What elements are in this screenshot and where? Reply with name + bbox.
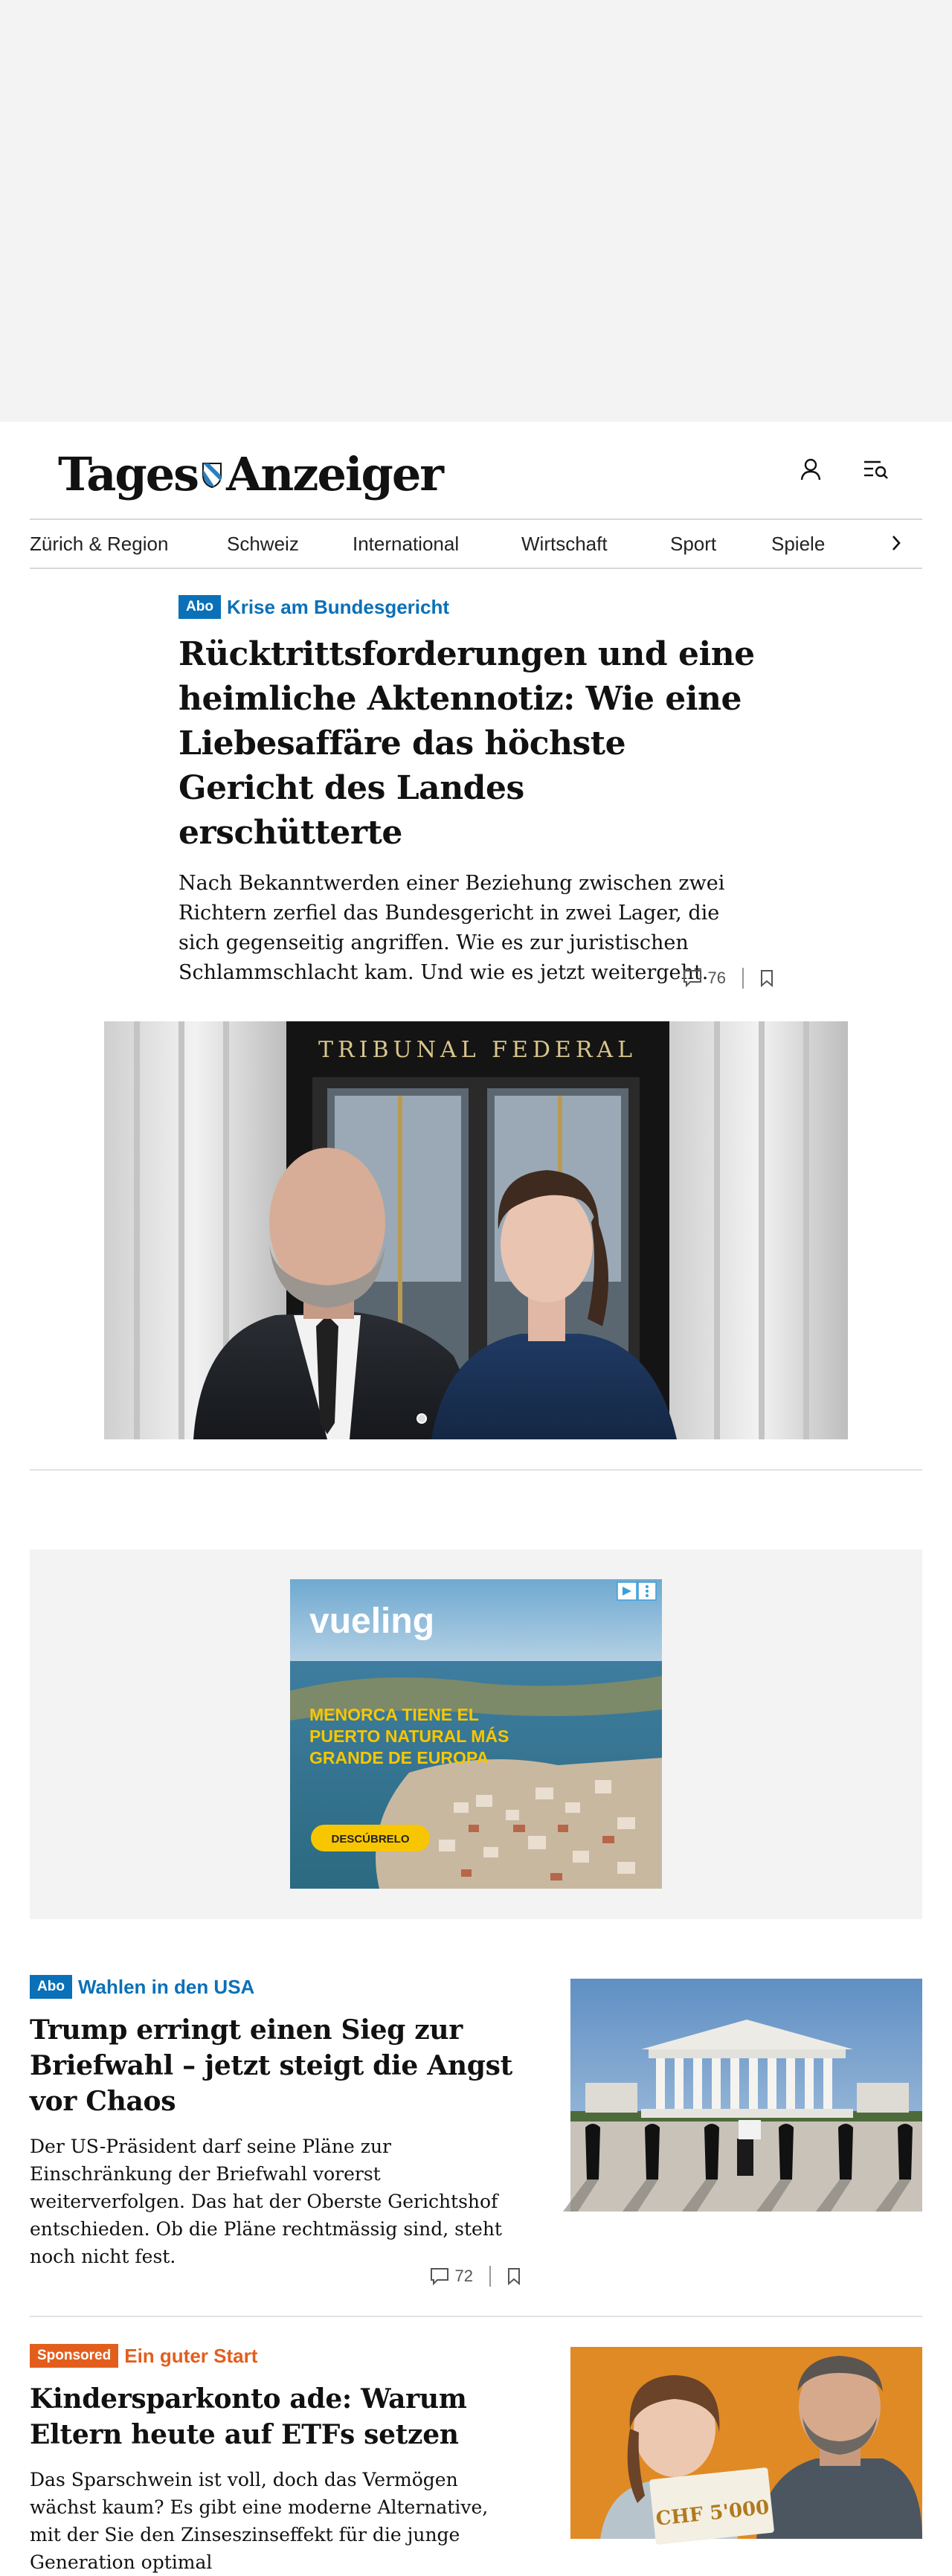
article-text	[30, 1975, 521, 2270]
article-kicker-row	[30, 2344, 521, 2368]
article-title[interactable]: Trump erringt einen Sieg zur Briefwahl – jetzt steigt die Angst vor Chaos	[30, 2014, 512, 2117]
user-icon[interactable]	[796, 455, 826, 484]
article-comment-count[interactable]: 72	[454, 2267, 473, 2285]
sponsored-badge: Sponsored	[30, 2344, 118, 2368]
nav-item-zuerich-region[interactable]: Zürich & Region	[30, 533, 169, 555]
hero-kicker-row	[178, 595, 759, 619]
vueling-ad[interactable]	[290, 1579, 662, 1889]
ad-cta-label: DESCÚBRELO	[331, 1833, 410, 1846]
article-teaser[interactable]	[30, 1975, 922, 2295]
meta-separator	[742, 968, 744, 989]
article-meta	[30, 2261, 521, 2291]
menu-search-icon[interactable]	[861, 455, 891, 484]
section-divider	[30, 1469, 922, 1471]
hero-article[interactable]	[178, 595, 759, 988]
comment-icon[interactable]	[683, 969, 702, 987]
logo-text-left: Tages	[58, 446, 199, 501]
hero-title[interactable]: Rücktrittsforderungen und eine heimliche Aktennotiz: Wie eine Liebesaffäre das höchste Gericht des Landes erschütterte	[178, 635, 755, 852]
chevron-right-icon[interactable]	[885, 532, 907, 554]
article-lead: Das Sparschwein ist voll, doch das Vermögen wächst kaum? Es gibt eine moderne Alternative, mit der Sie den Zinseszinseffekt für die junge Generation optimal	[30, 2469, 489, 2573]
carousel-dot[interactable]	[416, 1413, 427, 1424]
article-lead: Der US-Präsident darf seine Pläne zur Einschränkung der Briefwahl vorerst weiterverfolgen. Das hat der Oberste Gerichtshof entschieden. Ob die Pläne rechtmässig sind, steht noch nicht fest.	[30, 2136, 502, 2267]
site-logo[interactable]	[58, 444, 443, 504]
cheque-amount: CHF 5'000	[654, 2496, 771, 2531]
tribunal-sign: TRIBUNAL FEDERAL	[318, 1037, 637, 1063]
hero-kicker[interactable]: Krise am Bundesgericht	[226, 595, 450, 618]
meta-separator	[489, 2266, 491, 2287]
crest-icon	[201, 459, 223, 489]
sponsored-teaser[interactable]	[30, 2344, 922, 2573]
bookmark-icon[interactable]	[760, 969, 774, 987]
article-image[interactable]	[570, 1979, 922, 2212]
article-text	[30, 2344, 521, 2576]
logo-text-right: Anzeiger	[226, 446, 443, 501]
article-kicker-row	[30, 1975, 521, 1999]
abo-badge: Abo	[178, 595, 221, 619]
hero-meta	[178, 963, 774, 993]
article-kicker[interactable]: Ein guter Start	[124, 2344, 258, 2367]
nav-item-sport[interactable]: Sport	[670, 533, 717, 555]
hero-comment-count[interactable]: 76	[707, 969, 726, 987]
bookmark-icon[interactable]	[507, 2267, 521, 2285]
main-navigation	[30, 518, 922, 569]
nav-item-schweiz[interactable]: Schweiz	[227, 533, 299, 555]
hero-lead: Nach Bekanntwerden einer Beziehung zwischen zwei Richtern zerfiel das Bundesgericht in zwei Lager, die sich gegenseitig angriffen. Wie es zur juristischen Schlammschlacht kam. Und wie es jetzt weitergeht.	[178, 872, 725, 984]
site-header	[0, 422, 952, 518]
nav-item-international[interactable]: International	[353, 533, 460, 555]
top-ad-placeholder	[0, 0, 952, 422]
abo-badge: Abo	[30, 1975, 72, 1999]
nav-item-spiele[interactable]: Spiele	[771, 533, 826, 555]
comment-icon[interactable]	[430, 2267, 449, 2285]
ad-brand: vueling	[309, 1602, 435, 1641]
article-image[interactable]	[570, 2347, 922, 2539]
section-divider	[30, 2316, 922, 2317]
hero-image[interactable]	[104, 1021, 848, 1439]
article-title[interactable]: Kindersparkonto ade: Warum Eltern heute auf ETFs setzen	[30, 2383, 467, 2450]
ad-headline: MENORCA TIENE EL PUERTO NATURAL MÁS GRANDE DE EUROPA	[309, 1705, 509, 1767]
article-kicker[interactable]: Wahlen in den USA	[77, 1975, 255, 1998]
nav-item-wirtschaft[interactable]: Wirtschaft	[521, 533, 608, 555]
